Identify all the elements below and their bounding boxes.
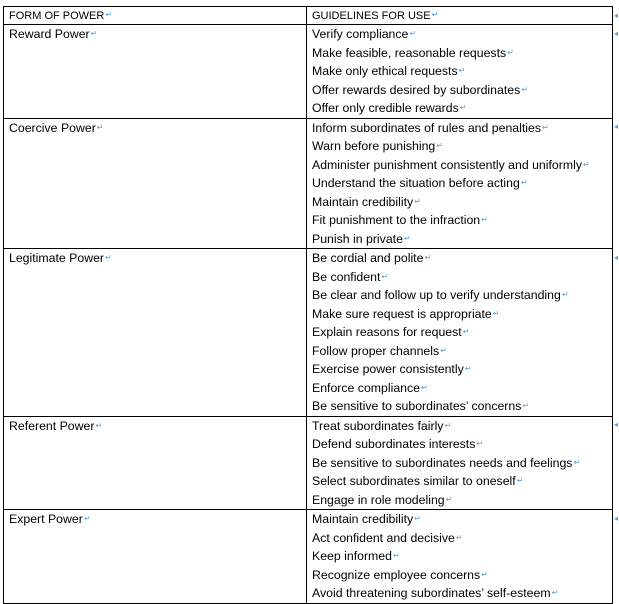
paragraph-mark-icon: ↵ [464, 364, 472, 373]
guideline-item [312, 174, 612, 193]
paragraph-mark-icon: ↵ [90, 29, 98, 38]
paragraph-mark-icon: ↵ [481, 215, 488, 224]
form-of-power-cell [4, 118, 307, 249]
paragraph-mark-icon: ↵ [492, 308, 500, 318]
paragraph-mark-icon: ↵ [542, 122, 549, 132]
form-of-power-label: Legitimate Power [9, 251, 105, 265]
guideline-text: Administer punishment consistently and uniformly [312, 157, 582, 172]
paragraph-mark-icon: ↵ [96, 122, 104, 132]
guideline-item [312, 417, 612, 436]
form-of-power-cell [4, 416, 307, 510]
paragraph-mark-icon: ↵ [458, 66, 466, 75]
guideline-item [312, 249, 612, 268]
paragraph-mark-icon: ↵ [421, 382, 428, 392]
end-of-row-mark-icon: ◂ [613, 122, 618, 131]
guideline-item [312, 566, 612, 585]
paragraph-mark-icon: ↵ [522, 401, 530, 410]
guideline-item [312, 119, 612, 138]
table-row [4, 25, 613, 119]
table-row [4, 416, 613, 510]
guideline-text: Be sensitive to subordinates’ concerns [312, 399, 522, 413]
paragraph-mark-icon: ↵ [105, 253, 112, 262]
guideline-item [312, 62, 612, 81]
guideline-text: Avoid threatening subordinates’ self-esteem [312, 586, 551, 600]
paragraph-mark-icon: ↵ [392, 551, 400, 560]
power-guidelines-table [3, 6, 613, 604]
paragraph-mark-icon: ↵ [424, 253, 432, 262]
guideline-text: Punish in private [312, 231, 403, 246]
form-of-power-label: Reward Power [9, 27, 90, 41]
guideline-item [312, 454, 612, 473]
guideline-text: Make feasible, reasonable requests [312, 45, 507, 60]
paragraph-mark-icon: ↵ [105, 10, 113, 19]
guideline-text: Be confident [312, 269, 381, 284]
paragraph-mark-icon: ↵ [95, 420, 103, 430]
guideline-text: Fit punishment to the infraction [312, 213, 481, 227]
paragraph-mark-icon: ↵ [455, 532, 463, 542]
paragraph-mark-icon: ↵ [507, 47, 514, 57]
guideline-item [312, 360, 612, 379]
guideline-item [312, 584, 612, 603]
header-row [4, 7, 613, 25]
paragraph-mark-icon: ↵ [440, 345, 447, 355]
paragraph-mark-icon: ↵ [462, 327, 470, 336]
guideline-item [312, 547, 612, 566]
paragraph-mark-icon: ↵ [83, 514, 91, 523]
guideline-text: Inform subordinates of rules and penalties [312, 120, 541, 135]
guideline-item [312, 268, 612, 287]
paragraph-mark-icon: ↵ [521, 84, 528, 94]
guideline-text: Warn before punishing [312, 139, 436, 153]
guideline-text: Offer rewards desired by subordinates [312, 82, 521, 97]
guideline-item [312, 81, 612, 100]
form-of-power-cell [4, 510, 307, 604]
paragraph-mark-icon: ↵ [444, 420, 452, 430]
guideline-text: Select subordinates similar to oneself [312, 474, 516, 488]
guideline-item [312, 25, 612, 44]
paragraph-mark-icon: ↵ [459, 103, 467, 112]
guideline-text: Engage in role modeling [312, 492, 445, 507]
guideline-text: Offer only credible rewards [312, 101, 459, 115]
form-of-power-cell [4, 25, 307, 119]
guideline-item [312, 510, 612, 529]
guideline-item [312, 397, 612, 416]
header-cell-form-of-power [4, 7, 307, 25]
guidelines-cell [307, 25, 613, 119]
paragraph-mark-icon: ↵ [582, 159, 590, 169]
paragraph-mark-icon: ↵ [520, 178, 528, 187]
paragraph-mark-icon: ↵ [414, 196, 421, 206]
paragraph-mark-icon: ↵ [445, 494, 453, 504]
paragraph-mark-icon: ↵ [551, 588, 559, 597]
guideline-item [312, 193, 612, 212]
header-cell-guidelines [307, 7, 613, 25]
form-of-power-label: Expert Power [9, 512, 83, 526]
guideline-item [312, 44, 612, 63]
end-of-row-mark-icon: ◂ [613, 252, 618, 262]
guideline-item [312, 305, 612, 324]
guideline-item [312, 529, 612, 548]
header-label-guidelines: GUIDELINES FOR USE [312, 10, 431, 22]
guidelines-cell [307, 416, 613, 510]
form-of-power-label: Referent Power [9, 418, 95, 433]
guideline-item [312, 137, 612, 156]
guideline-text: Verify compliance [312, 27, 409, 41]
table-row [4, 510, 613, 604]
guideline-text: Maintain credibility [312, 194, 414, 209]
end-of-row-mark-icon: ◂ [613, 513, 618, 523]
guideline-text: Enforce compliance [312, 380, 420, 395]
guideline-text: Recognize employee concerns [312, 567, 481, 582]
paragraph-mark-icon: ↵ [414, 514, 421, 523]
paragraph-mark-icon: ↵ [476, 439, 484, 448]
guideline-text: Treat subordinates fairly [312, 418, 444, 433]
guideline-item [312, 323, 612, 342]
guideline-text: Understand the situation before acting [312, 176, 520, 190]
paragraph-mark-icon: ↵ [561, 290, 569, 299]
paragraph-mark-icon: ↵ [431, 10, 439, 19]
guideline-text: Keep informed [312, 549, 392, 563]
paragraph-mark-icon: ↵ [436, 141, 443, 150]
end-of-row-mark-icon: ◂ [613, 420, 618, 429]
table-row [4, 249, 613, 417]
form-of-power-label: Coercive Power [9, 120, 96, 135]
end-of-row-mark-icon: ◂ [613, 10, 618, 20]
guideline-text: Make only ethical requests [312, 64, 458, 78]
paragraph-mark-icon: ↵ [481, 569, 488, 579]
end-of-row-mark-icon: ◂ [613, 28, 618, 38]
paragraph-mark-icon: ↵ [403, 233, 411, 243]
guideline-item [312, 99, 612, 118]
guideline-item [312, 491, 612, 510]
guideline-item [312, 342, 612, 361]
guideline-text: Defend subordinates interests [312, 437, 476, 451]
paragraph-mark-icon: ↵ [573, 457, 581, 467]
guideline-item [312, 472, 612, 491]
guideline-text: Be clear and follow up to verify understanding [312, 288, 561, 302]
header-label-form-of-power: FORM OF POWER [9, 10, 105, 22]
guideline-text: Be sensitive to subordinates needs and feelings [312, 455, 573, 470]
paragraph-mark-icon: ↵ [381, 271, 389, 281]
guideline-text: Be cordial and polite [312, 251, 424, 265]
paragraph-mark-icon: ↵ [516, 476, 524, 485]
guideline-text: Exercise power consistently [312, 362, 464, 376]
guideline-item [312, 435, 612, 454]
guideline-item [312, 379, 612, 398]
guideline-text: Make sure request is appropriate [312, 306, 492, 321]
guidelines-cell [307, 118, 613, 249]
guidelines-cell [307, 510, 613, 604]
guideline-item [312, 211, 612, 230]
guideline-text: Explain reasons for request [312, 325, 462, 339]
table-row [4, 118, 613, 249]
guideline-item [312, 286, 612, 305]
guidelines-cell [307, 249, 613, 417]
guideline-text: Act confident and decisive [312, 530, 455, 545]
guideline-item [312, 230, 612, 249]
paragraph-mark-icon: ↵ [409, 29, 417, 38]
form-of-power-cell [4, 249, 307, 417]
guideline-item [312, 156, 612, 175]
guideline-text: Follow proper channels [312, 343, 440, 358]
guideline-text: Maintain credibility [312, 512, 414, 526]
